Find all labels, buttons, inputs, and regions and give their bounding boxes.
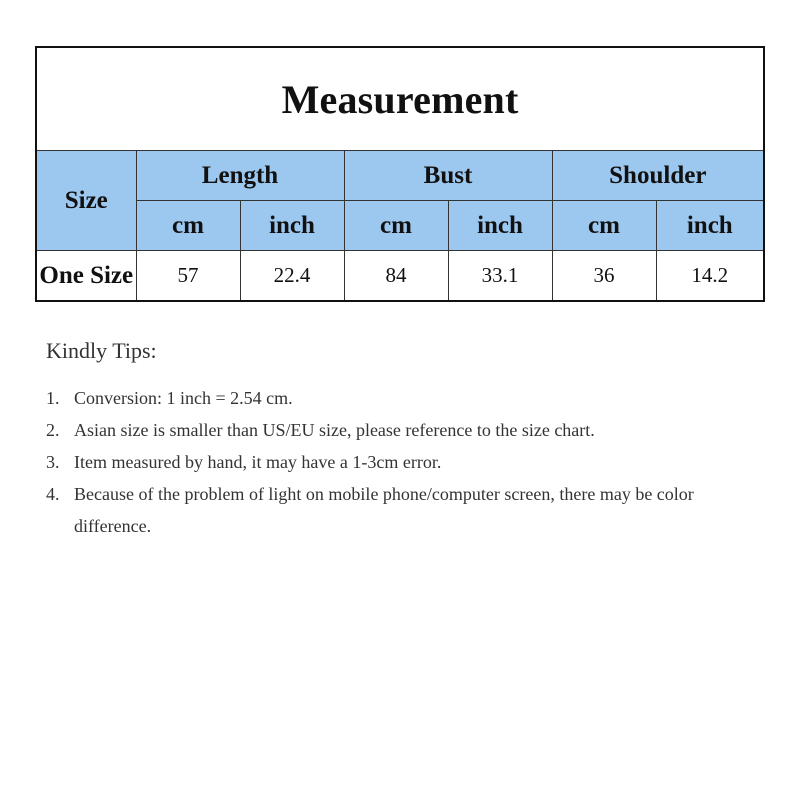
shoulder-cm-value: 36	[552, 251, 656, 302]
tip-number: 1.	[46, 388, 60, 408]
group-header-length: Length	[136, 151, 344, 201]
length-cm-value: 57	[136, 251, 240, 302]
list-item	[46, 382, 746, 414]
tips-heading: Kindly Tips:	[46, 338, 157, 363]
tip-text: Asian size is smaller than US/EU size, please reference to the size chart.	[74, 420, 595, 440]
measurement-table	[35, 46, 765, 302]
kindly-tips	[46, 338, 746, 542]
tip-number: 3.	[46, 452, 60, 472]
list-item	[46, 414, 746, 446]
list-item	[46, 478, 746, 542]
unit-header-bust-cm: cm	[344, 201, 448, 251]
unit-header-length-inch: inch	[240, 201, 344, 251]
bust-inch-value: 33.1	[448, 251, 552, 302]
tip-number: 2.	[46, 420, 60, 440]
unit-header-shoulder-inch: inch	[656, 201, 764, 251]
size-header: Size	[36, 151, 136, 251]
list-item	[46, 446, 746, 478]
group-header-bust: Bust	[344, 151, 552, 201]
unit-header-shoulder-cm: cm	[552, 201, 656, 251]
group-header-shoulder: Shoulder	[552, 151, 764, 201]
row-size-label: One Size	[36, 251, 136, 302]
tip-number: 4.	[46, 484, 60, 504]
shoulder-inch-value: 14.2	[656, 251, 764, 302]
tips-list	[46, 382, 746, 542]
unit-header-bust-inch: inch	[448, 201, 552, 251]
length-inch-value: 22.4	[240, 251, 344, 302]
tip-text: Item measured by hand, it may have a 1-3cm error.	[74, 452, 442, 472]
tip-text: Conversion: 1 inch = 2.54 cm.	[74, 388, 293, 408]
unit-header-length-cm: cm	[136, 201, 240, 251]
tip-text: Because of the problem of light on mobile phone/computer screen, there may be color difference.	[74, 484, 694, 536]
table-row	[36, 251, 764, 302]
table-title: Measurement	[36, 47, 764, 151]
bust-cm-value: 84	[344, 251, 448, 302]
